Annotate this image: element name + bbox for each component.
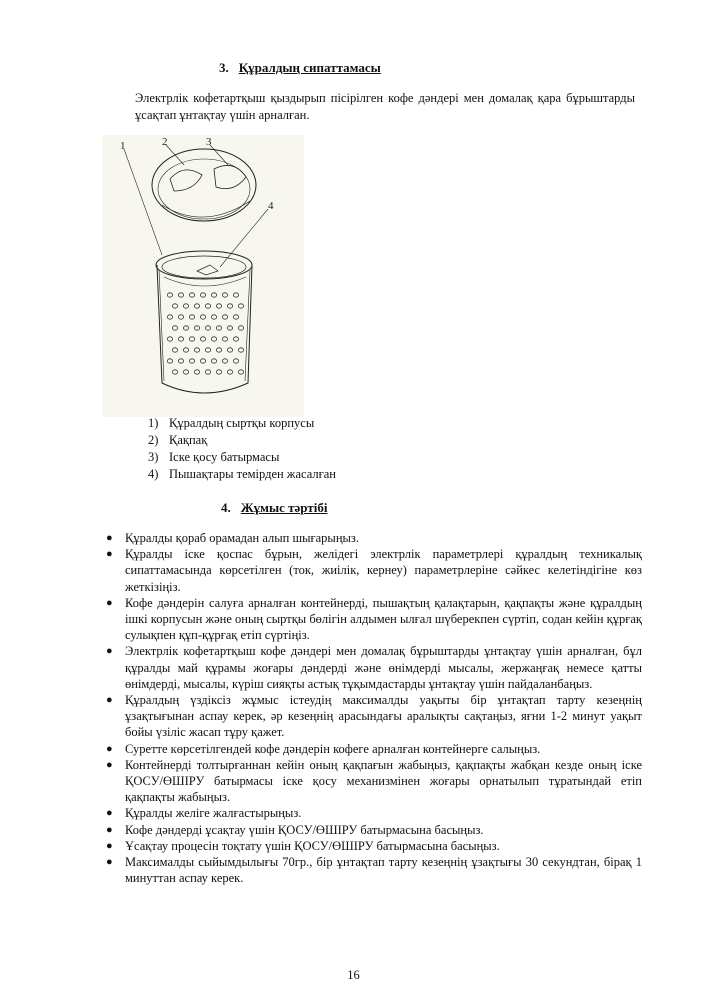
body-perforation-hole <box>189 315 194 319</box>
body-perforation-hole <box>178 293 183 297</box>
bullet-icon: ● <box>106 758 113 771</box>
rule-item: ● Электрлік кофетартқыш кофе дәндері мен домалақ бұрыштарды ұнтақтау үшін арналған, бұл құралды май құрамы жоғары дәндерді және өнімдерді мысалы, жержаңғақ немесе қатты өнімдерді, мысалы, күріш сияқты астық тұқымдастарды ұнтақтау үшін пайдаланбаңыз. <box>106 644 642 691</box>
body-perforation-hole <box>172 348 177 352</box>
body-perforation-hole <box>189 293 194 297</box>
bullet-icon: ● <box>106 548 113 561</box>
rule-item: ● Құралды қораб орамадан алып шығарыңыз. <box>106 531 359 545</box>
rule-item: ● Кофе дәндерді ұсақтау үшін ҚОСУ/ӨШІРУ батырмасына басыңыз. <box>106 822 484 837</box>
body-perforation-hole <box>167 359 172 363</box>
rule-item: ● Құралды іске қоспас бұрын, желідегі электрлік параметрлері құралдың техникалық сипаттамасында көрсетілген (ток, жиілік, кернеу) параметрлеріне сәйкес келетіндігіне көз жеткізіңіз. <box>106 547 642 594</box>
body-perforation-hole <box>167 293 172 297</box>
bullet-icon: ● <box>106 856 113 869</box>
parts-list-item: 1) Құралдың сыртқы корпусы <box>148 416 315 430</box>
body-perforation-hole <box>194 348 199 352</box>
body-perforation-hole <box>167 337 172 341</box>
section-4-number: 4. <box>221 500 231 515</box>
bullet-icon: ● <box>106 645 113 658</box>
body-perforation-hole <box>211 359 216 363</box>
body-outline <box>157 265 252 393</box>
body-perforation-hole <box>178 337 183 341</box>
body-perforation-hole <box>183 304 188 308</box>
lid-outline <box>152 149 256 221</box>
bullet-icon: ● <box>106 596 113 609</box>
bullet-icon: ● <box>106 742 113 755</box>
body-perforation-hole <box>200 337 205 341</box>
body-perforation-hole <box>172 370 177 374</box>
section-4-title: Жұмыс тәртібі <box>240 500 328 515</box>
body-perforation-hole <box>238 304 243 308</box>
callout-4: 4 <box>268 200 274 212</box>
body-perforation-hole <box>200 315 205 319</box>
body-perforation-hole <box>167 315 172 319</box>
body-perforation-hole <box>189 359 194 363</box>
body-perforation-hole <box>233 359 238 363</box>
section-3-title: Құралдың сипаттамасы <box>238 60 381 75</box>
body-perforation-hole <box>172 304 177 308</box>
rule-item: ● Құралды желіге жалғастырыңыз. <box>106 806 302 821</box>
body-perforation-hole <box>227 304 232 308</box>
body-perforation-hole <box>194 326 199 330</box>
bullet-icon: ● <box>106 823 113 836</box>
body-perforation-hole <box>194 304 199 308</box>
body-perforation-hole <box>216 326 221 330</box>
section-3-heading <box>219 60 381 76</box>
body-perforation-hole <box>205 326 210 330</box>
body-perforation-hole <box>222 293 227 297</box>
start-button-shape <box>214 165 246 188</box>
section-3-number: 3. <box>219 60 229 75</box>
body-perforation-hole <box>183 348 188 352</box>
section-4-heading <box>221 500 327 516</box>
body-perforation-hole <box>189 337 194 341</box>
parts-list-item: 4) Пышақтары темірден жасалған <box>148 467 336 481</box>
body-rim <box>156 251 252 279</box>
callout-1: 1 <box>120 140 126 152</box>
body-perforation-hole <box>227 370 232 374</box>
parts-list <box>148 415 336 483</box>
lid-grip <box>170 170 202 191</box>
body-perforation-hole <box>200 359 205 363</box>
rule-item: ● Құралдың үздіксіз жұмыс істеудің максималды уақыты бір ұнтақтап тарту кезеңнің ұзақтығынан аспау керек, әр кезеңнің арасындағы аралықты сақтаңыз, яғни 1-2 минут уақыт бойы үзіліс жасап тұру қажет. <box>106 693 642 740</box>
body-perforation-hole <box>238 370 243 374</box>
body-perforation-hole <box>183 326 188 330</box>
rule-item: ● Ұсақтау процесін тоқтату үшін ҚОСУ/ӨШІРУ батырмасына басыңыз. <box>106 838 500 853</box>
body-perforation-hole <box>178 359 183 363</box>
body-perforation-hole <box>211 315 216 319</box>
body-perforation-hole <box>178 315 183 319</box>
body-perforation-hole <box>216 370 221 374</box>
coffee-grinder-figure <box>102 135 304 417</box>
body-perforation-hole <box>238 326 243 330</box>
body-perforation-hole <box>222 315 227 319</box>
body-perforation-hole <box>200 293 205 297</box>
body-perforation-hole <box>205 370 210 374</box>
rule-item: ● Суретте көрсетілгендей кофе дәндерін кофеге арналған контейнерге салыңыз. <box>106 741 541 756</box>
body-perforation-hole <box>172 326 177 330</box>
body-perforation-hole <box>222 337 227 341</box>
body-perforation-hole <box>205 304 210 308</box>
callout-2: 2 <box>162 136 168 148</box>
parts-list-item: 3) Іске қосу батырмасы <box>148 450 280 464</box>
body-perforation-hole <box>205 348 210 352</box>
bullet-icon: ● <box>106 694 113 707</box>
bullet-icon: ● <box>106 839 113 852</box>
page-number: 16 <box>347 968 360 982</box>
body-perforation-hole <box>183 370 188 374</box>
body-perforation-hole <box>233 293 238 297</box>
body-perforation-hole <box>233 315 238 319</box>
operating-rules-list <box>106 530 642 886</box>
blade-shape <box>197 265 218 275</box>
body-perforation-hole <box>216 304 221 308</box>
body-perforation-hole <box>211 293 216 297</box>
body-perforation-hole <box>227 348 232 352</box>
body-perforation-hole <box>211 337 216 341</box>
coffee-grinder-drawing <box>102 135 304 417</box>
body-perforation-hole <box>227 326 232 330</box>
rule-item: ● Кофе дәндерін салуға арналған контейнерді, пышақтың қалақтарын, қақпақты және құралдың ішкі корпусын және оның сыртқы бөлігін алдымен ылғал шүберекпен сүртіп, содан кейін құрғақ сулықпен құп-құрғақ етіп сүртіңіз. <box>106 595 642 643</box>
body-perforation-hole <box>238 348 243 352</box>
body-perforation-hole <box>222 359 227 363</box>
rule-item: ● Контейнерді толтырғаннан кейін оның қақпағын жабыңыз, қақпақты жабқан кезде оның іске ҚОСУ/ӨШІРУ батырмасы іске қосу механизмінен жоғары орнатылып тұратындай етіп қақпақты жабыңыз. <box>106 757 642 805</box>
body-perforation-hole <box>194 370 199 374</box>
bullet-icon: ● <box>106 807 113 820</box>
rule-item: ● Максималды сыйымдылығы 70гр., бір ұнтақтап тарту кезеңнің ұзақтығы 30 секундтан, бірақ 1 минуттан аспау керек. <box>106 855 642 886</box>
parts-list-item: 2) Қақпақ <box>148 433 208 447</box>
callout-3: 3 <box>206 136 212 148</box>
body-perforation-hole <box>216 348 221 352</box>
intro-paragraph: Электрлік кофетартқыш қыздырып пісірілген кофе дәндері мен домалақ қара бұрыштарды ұсақтап ұнтақтау үшін арналған. <box>135 91 635 122</box>
bullet-icon: ● <box>106 532 113 544</box>
body-perforation-hole <box>233 337 238 341</box>
